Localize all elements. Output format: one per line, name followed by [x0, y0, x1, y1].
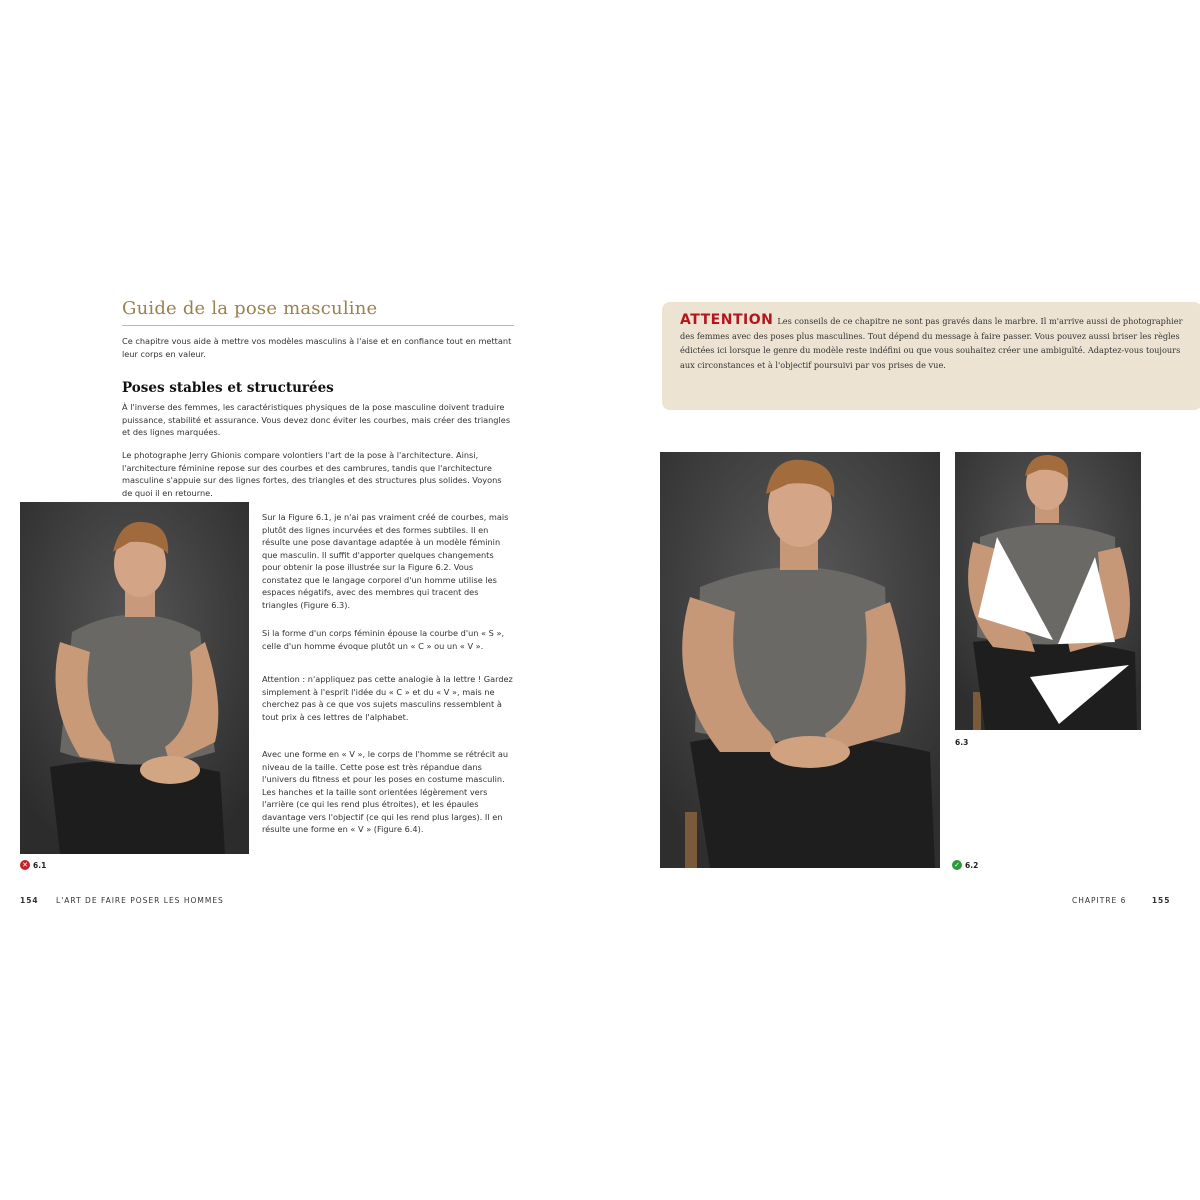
- body-paragraph-6: Avec une forme en « V », le corps de l'homme se rétrécit au niveau de la taille. Cette pose est très répandue dans l'univers du fitness et pour les poses en costume masculin. Les hanches et la taille sont orientées légèrement vers l'arrière (ce qui les rend plus étroites), et les épaules davantage vers l'objectif (ce qui les rend plus larges). Il en résulte une forme en « V » (Figure 6.4).: [262, 749, 509, 834]
- x-mark-icon: ✕: [20, 860, 30, 870]
- body-paragraph-4: Si la forme d'un corps féminin épouse la courbe d'un « S », celle d'un homme évoque plutôt un « C » ou un « V ».: [262, 628, 505, 651]
- figure-6-1-caption: [20, 860, 46, 870]
- running-title-left: L'ART DE FAIRE POSER LES HOMMES: [56, 896, 224, 905]
- figure-6-3-photo: [955, 452, 1141, 730]
- callout-text: Les conseils de ce chapitre ne sont pas gravés dans le marbre. Il m'arrive aussi de photographier des femmes avec des poses plus masculines. Tout dépend du message à faire passer. Vous pouvez aussi briser les règles édictées ici lorsque le genre du modèle reste indéfini ou que vous souhaitez créer une ambiguïté. Adaptez-vous toujours aux circonstances et à l'objectif poursuivi par vos prises de vue.: [680, 316, 1183, 370]
- intro-paragraph: Ce chapitre vous aide à mettre vos modèles masculins à l'aise et en confiance tout en mettant leur corps en valeur.: [122, 336, 512, 359]
- section-title: Guide de la pose masculine: [122, 298, 514, 326]
- body-paragraph-3: Sur la Figure 6.1, je n'ai pas vraiment créé de courbes, mais plutôt des lignes incurvées et des formes subtiles. Il en résulte une pose davantage adaptée à un modèle féminin que masculin. Il suffit d'apporter quelques changements pour obtenir la pose illustrée sur la Figure 6.2. Vous constatez que le langage corporel d'un homme utilise les espaces négatifs, avec des membres qui tracent des triangles (Figure 6.3).: [262, 512, 509, 610]
- figure-6-2-caption: [952, 860, 978, 870]
- right-page-number: 155: [1151, 896, 1171, 905]
- callout-label: ATTENTION: [680, 312, 774, 328]
- figure-number: 6.3: [955, 738, 969, 747]
- check-mark-icon: ✓: [952, 860, 962, 870]
- figure-6-2-photo: [660, 452, 940, 868]
- running-title-right: CHAPITRE 6: [1072, 896, 1127, 905]
- figure-6-3-caption: [955, 738, 968, 747]
- figure-6-1-photo: [20, 502, 249, 854]
- attention-callout: [662, 302, 1200, 410]
- figure-number: 6.2: [965, 860, 979, 870]
- subheading: Poses stables et structurées: [122, 380, 334, 396]
- left-page-number: 154: [20, 896, 39, 905]
- right-footer: [1072, 896, 1170, 905]
- figure-number: 6.1: [33, 860, 47, 870]
- left-footer: [20, 896, 224, 905]
- body-paragraph-1: À l'inverse des femmes, les caractéristiques physiques de la pose masculine doivent traduire puissance, stabilité et assurance. Vous devez donc éviter les courbes, mais créer des triangles et des lignes marquées.: [122, 402, 511, 437]
- body-paragraph-5: Attention : n'appliquez pas cette analogie à la lettre ! Gardez simplement à l'esprit l'idée du « C » et du « V », mais ne cherchez pas à ce que vos sujets masculins ressemblent à tout prix à ces lettres de l'alphabet.: [262, 674, 513, 722]
- body-paragraph-2: Le photographe Jerry Ghionis compare volontiers l'art de la pose à l'architecture. Ainsi, l'architecture féminine repose sur des courbes et des cambrures, tandis que l'architecture masculine s'appuie sur des lignes fortes, des triangles et des structures plus solides. Voyons de quoi il en retourne.: [122, 450, 502, 498]
